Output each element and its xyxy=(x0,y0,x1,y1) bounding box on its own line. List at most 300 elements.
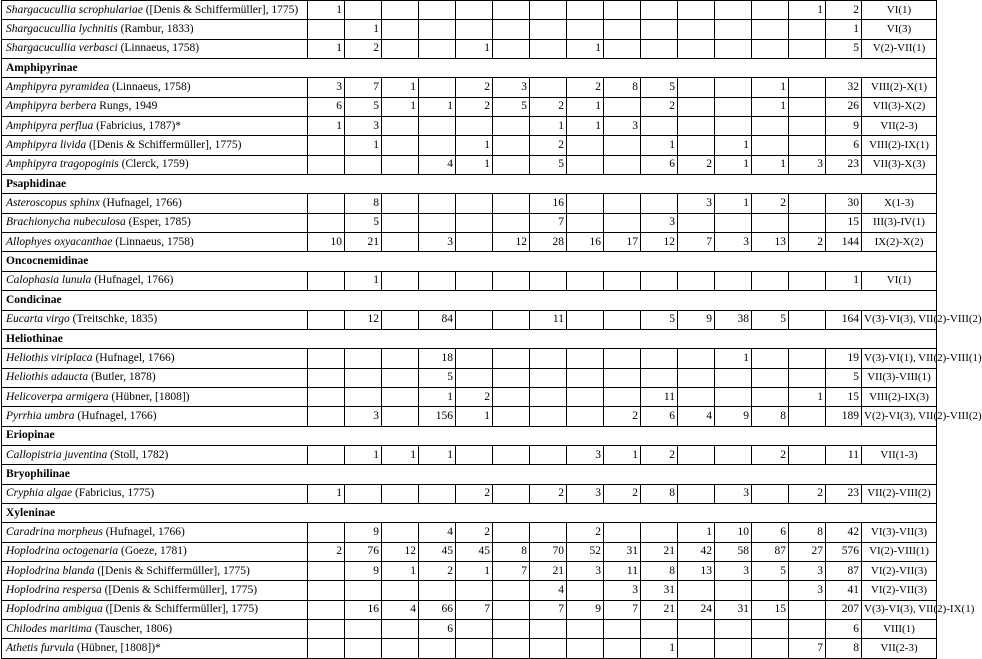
count-cell xyxy=(567,194,604,213)
count-cell xyxy=(567,639,604,658)
count-cell xyxy=(493,581,530,600)
count-cell: 84 xyxy=(419,310,456,329)
count-cell: 9 xyxy=(678,310,715,329)
count-cell xyxy=(308,600,345,619)
total-cell: 41 xyxy=(826,581,862,600)
table-row xyxy=(2,542,937,561)
count-cell xyxy=(456,581,493,600)
count-cell xyxy=(789,194,826,213)
count-cell xyxy=(456,368,493,387)
count-cell: 3 xyxy=(567,445,604,464)
count-cell: 3 xyxy=(641,213,678,232)
total-cell: 189 xyxy=(826,407,862,426)
count-cell: 3 xyxy=(789,561,826,580)
count-cell: 1 xyxy=(419,97,456,116)
count-cell: 12 xyxy=(382,542,419,561)
period-cell: VI(2)-VII(3) xyxy=(862,581,937,600)
table-row xyxy=(2,620,937,639)
count-cell xyxy=(456,349,493,368)
count-cell xyxy=(419,213,456,232)
count-cell: 70 xyxy=(530,542,567,561)
count-cell: 31 xyxy=(604,542,641,561)
count-cell xyxy=(530,620,567,639)
count-cell: 18 xyxy=(419,349,456,368)
count-cell: 1 xyxy=(345,20,382,39)
count-cell: 1 xyxy=(715,194,752,213)
period-cell: VIII(2)-X(1) xyxy=(862,78,937,97)
count-cell: 2 xyxy=(752,445,789,464)
count-cell: 76 xyxy=(345,542,382,561)
count-cell xyxy=(604,310,641,329)
species-author: (Tauscher, 1806) xyxy=(94,622,173,635)
species-cell xyxy=(2,213,308,232)
count-cell xyxy=(493,639,530,658)
table-row xyxy=(2,78,937,97)
species-author: (Butler, 1878) xyxy=(90,371,156,384)
count-cell: 16 xyxy=(345,600,382,619)
count-cell: 1 xyxy=(789,1,826,20)
table-row xyxy=(2,600,937,619)
species-cell xyxy=(2,542,308,561)
count-cell xyxy=(678,117,715,136)
count-cell xyxy=(752,213,789,232)
count-cell xyxy=(604,97,641,116)
count-cell xyxy=(604,271,641,290)
count-cell xyxy=(789,620,826,639)
subfamily-filler xyxy=(308,59,937,78)
species-cell xyxy=(2,484,308,503)
count-cell: 28 xyxy=(530,233,567,252)
total-cell: 15 xyxy=(826,387,862,406)
count-cell: 3 xyxy=(789,155,826,174)
count-cell: 2 xyxy=(308,542,345,561)
table-row xyxy=(2,523,937,542)
total-cell: 1 xyxy=(826,271,862,290)
count-cell: 2 xyxy=(567,523,604,542)
count-cell xyxy=(678,620,715,639)
total-cell: 11 xyxy=(826,445,862,464)
count-cell: 2 xyxy=(456,78,493,97)
count-cell xyxy=(456,639,493,658)
total-cell: 5 xyxy=(826,39,862,58)
species-cell xyxy=(2,136,308,155)
count-cell xyxy=(752,1,789,20)
count-cell xyxy=(456,213,493,232)
count-cell xyxy=(493,20,530,39)
count-cell xyxy=(530,271,567,290)
total-cell: 6 xyxy=(826,136,862,155)
count-cell: 9 xyxy=(345,561,382,580)
count-cell xyxy=(493,368,530,387)
count-cell: 8 xyxy=(641,561,678,580)
count-cell: 2 xyxy=(789,233,826,252)
count-cell xyxy=(641,620,678,639)
count-cell: 5 xyxy=(419,368,456,387)
count-cell: 12 xyxy=(641,233,678,252)
total-cell: 1 xyxy=(826,20,862,39)
count-cell xyxy=(604,349,641,368)
subfamily-row xyxy=(2,59,937,78)
count-cell: 1 xyxy=(456,407,493,426)
count-cell xyxy=(604,136,641,155)
count-cell xyxy=(789,407,826,426)
count-cell: 3 xyxy=(345,407,382,426)
count-cell xyxy=(604,39,641,58)
count-cell xyxy=(678,136,715,155)
count-cell xyxy=(493,523,530,542)
table-row xyxy=(2,1,937,20)
species-name: Calophasia lunula xyxy=(6,274,92,287)
species-author: ([Denis & Schiffermüller], 1775) xyxy=(97,564,250,577)
count-cell xyxy=(789,78,826,97)
count-cell xyxy=(530,20,567,39)
count-cell xyxy=(567,349,604,368)
count-cell: 16 xyxy=(567,233,604,252)
count-cell xyxy=(567,581,604,600)
total-cell: 144 xyxy=(826,233,862,252)
count-cell xyxy=(530,39,567,58)
count-cell xyxy=(382,1,419,20)
count-cell: 6 xyxy=(752,523,789,542)
period-cell: X(1-3) xyxy=(862,194,937,213)
count-cell xyxy=(308,155,345,174)
total-cell: 19 xyxy=(826,349,862,368)
species-cell xyxy=(2,523,308,542)
count-cell: 1 xyxy=(715,136,752,155)
count-cell xyxy=(382,39,419,58)
period-cell: V(3)-VI(3), VII(2)-IX(1) xyxy=(862,600,937,619)
count-cell xyxy=(456,445,493,464)
count-cell xyxy=(493,310,530,329)
count-cell xyxy=(641,368,678,387)
count-cell: 3 xyxy=(678,194,715,213)
count-cell xyxy=(752,349,789,368)
period-cell: VII(2-3) xyxy=(862,639,937,658)
count-cell xyxy=(419,39,456,58)
count-cell xyxy=(641,349,678,368)
count-cell: 1 xyxy=(419,387,456,406)
count-cell: 3 xyxy=(789,581,826,600)
count-cell: 9 xyxy=(345,523,382,542)
count-cell xyxy=(678,484,715,503)
species-cell xyxy=(2,233,308,252)
count-cell xyxy=(493,445,530,464)
count-cell: 2 xyxy=(530,97,567,116)
count-cell: 5 xyxy=(493,97,530,116)
count-cell xyxy=(308,194,345,213)
species-author: (Hübner, [1808])* xyxy=(76,642,161,655)
count-cell: 10 xyxy=(715,523,752,542)
count-cell: 3 xyxy=(308,78,345,97)
count-cell xyxy=(382,213,419,232)
count-cell: 3 xyxy=(604,117,641,136)
species-cell xyxy=(2,97,308,116)
count-cell: 5 xyxy=(641,78,678,97)
species-name: Hoplodrina respersa xyxy=(6,583,102,596)
count-cell xyxy=(567,1,604,20)
table-row xyxy=(2,639,937,658)
species-name: Shargacucullia lychnitis xyxy=(6,23,118,36)
count-cell xyxy=(345,484,382,503)
count-cell xyxy=(678,581,715,600)
count-cell xyxy=(678,387,715,406)
count-cell: 7 xyxy=(530,600,567,619)
count-cell xyxy=(641,20,678,39)
total-cell: 26 xyxy=(826,97,862,116)
count-cell: 4 xyxy=(678,407,715,426)
species-cell xyxy=(2,581,308,600)
count-cell xyxy=(530,407,567,426)
count-cell xyxy=(715,445,752,464)
species-author: ([Denis & Schiffermüller], 1775) xyxy=(105,603,259,616)
count-cell: 1 xyxy=(382,97,419,116)
subfamily-filler xyxy=(308,465,937,484)
species-author: (Linnaeus, 1758) xyxy=(120,42,200,55)
total-cell: 2 xyxy=(826,1,862,20)
count-cell: 5 xyxy=(752,561,789,580)
count-cell xyxy=(419,78,456,97)
count-cell xyxy=(382,310,419,329)
count-cell: 1 xyxy=(308,484,345,503)
count-cell xyxy=(419,117,456,136)
table-row xyxy=(2,445,937,464)
subfamily-filler xyxy=(308,175,937,194)
table-row xyxy=(2,155,937,174)
count-cell: 1 xyxy=(456,155,493,174)
count-cell xyxy=(641,194,678,213)
count-cell: 1 xyxy=(752,155,789,174)
count-cell: 1 xyxy=(456,561,493,580)
count-cell xyxy=(530,368,567,387)
count-cell: 1 xyxy=(752,97,789,116)
count-cell xyxy=(345,155,382,174)
period-cell: VI(1) xyxy=(862,1,937,20)
total-cell: 42 xyxy=(826,523,862,542)
table-row xyxy=(2,484,937,503)
species-name: Allophyes oxyacanthae xyxy=(6,235,113,248)
count-cell: 2 xyxy=(530,484,567,503)
total-cell: 5 xyxy=(826,368,862,387)
species-name: Eucarta virgo xyxy=(6,313,70,326)
subfamily-name: Psaphidinae xyxy=(2,175,308,194)
count-cell xyxy=(567,271,604,290)
period-cell: IX(2)-X(2) xyxy=(862,233,937,252)
count-cell: 42 xyxy=(678,542,715,561)
count-cell: 2 xyxy=(752,194,789,213)
period-cell: VI(1) xyxy=(862,271,937,290)
count-cell xyxy=(715,20,752,39)
count-cell: 1 xyxy=(382,445,419,464)
count-cell xyxy=(308,310,345,329)
count-cell xyxy=(382,387,419,406)
count-cell: 5 xyxy=(530,155,567,174)
table-row xyxy=(2,368,937,387)
count-cell xyxy=(382,155,419,174)
count-cell xyxy=(604,523,641,542)
species-cell xyxy=(2,117,308,136)
count-cell xyxy=(715,213,752,232)
count-cell xyxy=(419,20,456,39)
count-cell: 8 xyxy=(641,484,678,503)
period-cell: V(3)-VI(1), VII(2)-VIII(1) xyxy=(862,349,937,368)
species-name: Hoplodrina ambigua xyxy=(6,603,103,616)
count-cell xyxy=(678,78,715,97)
table-row xyxy=(2,194,937,213)
count-cell xyxy=(419,581,456,600)
count-cell xyxy=(641,523,678,542)
total-cell: 23 xyxy=(826,155,862,174)
count-cell xyxy=(382,368,419,387)
count-cell: 2 xyxy=(456,97,493,116)
species-name: Amphipyra pyramidea xyxy=(6,81,110,94)
count-cell xyxy=(493,407,530,426)
count-cell xyxy=(678,271,715,290)
count-cell: 8 xyxy=(752,407,789,426)
species-name: Amphipyra perflua xyxy=(6,119,94,132)
count-cell xyxy=(641,271,678,290)
species-name: Helicoverpa armigera xyxy=(6,390,109,403)
count-cell: 1 xyxy=(715,155,752,174)
count-cell xyxy=(382,620,419,639)
count-cell xyxy=(382,20,419,39)
count-cell xyxy=(308,20,345,39)
table-row xyxy=(2,97,937,116)
count-cell: 8 xyxy=(493,542,530,561)
count-cell xyxy=(493,1,530,20)
species-author: (Fabricius, 1787)* xyxy=(96,119,182,132)
count-cell xyxy=(382,484,419,503)
count-cell xyxy=(308,523,345,542)
count-cell xyxy=(419,639,456,658)
species-cell xyxy=(2,310,308,329)
species-cell xyxy=(2,561,308,580)
count-cell xyxy=(752,368,789,387)
count-cell xyxy=(308,561,345,580)
count-cell: 7 xyxy=(789,639,826,658)
count-cell xyxy=(678,213,715,232)
count-cell: 1 xyxy=(456,136,493,155)
count-cell: 3 xyxy=(345,117,382,136)
species-author: ([Denis & Schiffermüller], 1775) xyxy=(145,3,299,16)
count-cell: 10 xyxy=(308,233,345,252)
subfamily-name: Condicinae xyxy=(2,291,308,310)
count-cell: 4 xyxy=(419,523,456,542)
count-cell: 2 xyxy=(456,484,493,503)
count-cell: 2 xyxy=(641,97,678,116)
count-cell xyxy=(345,349,382,368)
count-cell: 6 xyxy=(641,155,678,174)
table-row xyxy=(2,233,937,252)
count-cell xyxy=(567,136,604,155)
count-cell: 5 xyxy=(345,213,382,232)
count-cell xyxy=(752,387,789,406)
count-cell: 5 xyxy=(345,97,382,116)
species-author: (Clerck, 1759) xyxy=(121,158,189,171)
count-cell xyxy=(456,620,493,639)
table-row xyxy=(2,310,937,329)
total-cell: 87 xyxy=(826,561,862,580)
count-cell: 13 xyxy=(752,233,789,252)
count-cell xyxy=(604,639,641,658)
count-cell: 6 xyxy=(641,407,678,426)
count-cell: 16 xyxy=(530,194,567,213)
count-cell: 15 xyxy=(752,600,789,619)
count-cell xyxy=(604,387,641,406)
total-cell: 8 xyxy=(826,639,862,658)
count-cell: 8 xyxy=(604,78,641,97)
count-cell: 8 xyxy=(789,523,826,542)
count-cell xyxy=(641,117,678,136)
count-cell xyxy=(382,271,419,290)
table-row xyxy=(2,136,937,155)
count-cell xyxy=(567,20,604,39)
count-cell: 2 xyxy=(419,561,456,580)
count-cell xyxy=(715,639,752,658)
count-cell xyxy=(530,349,567,368)
count-cell: 11 xyxy=(641,387,678,406)
species-author: (Goeze, 1781) xyxy=(121,545,187,558)
species-cell xyxy=(2,639,308,658)
count-cell: 2 xyxy=(604,484,641,503)
period-cell: VI(2)-VII(3) xyxy=(862,561,937,580)
species-cell xyxy=(2,368,308,387)
count-cell xyxy=(752,620,789,639)
species-author: (Hufnagel, 1766) xyxy=(102,197,182,210)
count-cell: 52 xyxy=(567,542,604,561)
count-cell: 17 xyxy=(604,233,641,252)
period-cell: VI(2)-VIII(1) xyxy=(862,542,937,561)
count-cell xyxy=(345,1,382,20)
species-cell xyxy=(2,39,308,58)
count-cell: 4 xyxy=(382,600,419,619)
count-cell xyxy=(493,349,530,368)
count-cell: 1 xyxy=(789,387,826,406)
count-cell xyxy=(604,1,641,20)
count-cell xyxy=(678,349,715,368)
species-cell xyxy=(2,155,308,174)
count-cell xyxy=(567,387,604,406)
table-row xyxy=(2,561,937,580)
count-cell: 11 xyxy=(530,310,567,329)
species-cell xyxy=(2,387,308,406)
count-cell: 1 xyxy=(382,561,419,580)
count-cell xyxy=(530,639,567,658)
count-cell: 1 xyxy=(308,1,345,20)
count-cell xyxy=(530,1,567,20)
species-name: Shargacucullia scrophulariae xyxy=(6,3,143,16)
period-cell: VIII(1) xyxy=(862,620,937,639)
period-cell: V(3)-VI(3), VII(2)-VIII(2) xyxy=(862,310,937,329)
species-name: Hoplodrina blanda xyxy=(6,564,95,577)
count-cell xyxy=(567,368,604,387)
species-name: Shargacucullia verbasci xyxy=(6,42,118,55)
species-author: (Esper, 1785) xyxy=(128,216,191,229)
table-row xyxy=(2,213,937,232)
count-cell xyxy=(345,620,382,639)
count-cell: 27 xyxy=(789,542,826,561)
species-cell xyxy=(2,1,308,20)
period-cell: III(3)-IV(1) xyxy=(862,213,937,232)
count-cell: 3 xyxy=(715,484,752,503)
count-cell: 7 xyxy=(493,561,530,580)
period-cell: VI(3) xyxy=(862,20,937,39)
species-cell xyxy=(2,271,308,290)
total-cell: 6 xyxy=(826,620,862,639)
count-cell xyxy=(530,78,567,97)
count-cell: 1 xyxy=(604,445,641,464)
count-cell: 2 xyxy=(789,484,826,503)
total-cell: 30 xyxy=(826,194,862,213)
